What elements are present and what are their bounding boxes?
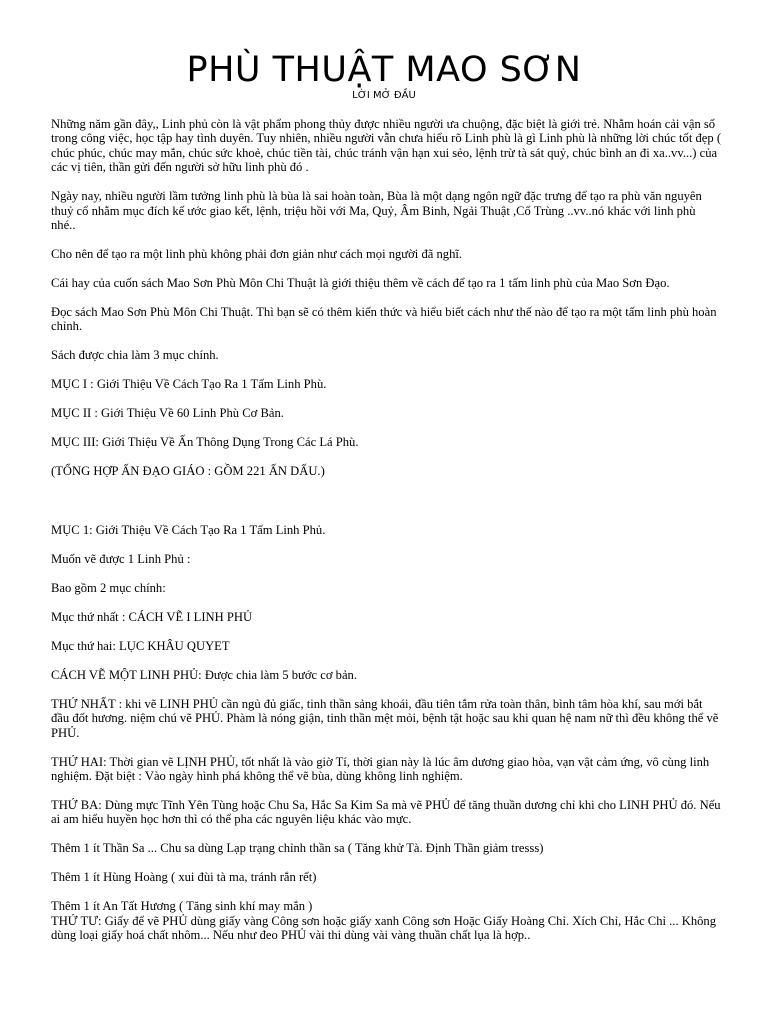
step-second: THỨ HAI: Thời gian vẽ LỊNH PHỦ, tốt nhất là vào giờ Tí, thời gian này là lúc âm dương giao hòa, vạn vật cảm ứng, vô cùng linh nghiệm. Đặt biệt : Vào ngày hình phá không thể vẽ bùa, dùng không linh nghiệm. [51, 754, 710, 784]
step-third: THỨ BA: Dùng mực Tĩnh Yên Tùng hoặc Chu Sa, Hắc Sa Kim Sa mà vẽ PHỦ để tăng thuần dương chỉ khi cho LINH PHỦ đó. Nếu ai am hiểu huyền học hơn thì có thể pha các nguyên liệu khác vào mực. [51, 798, 721, 827]
part-item-2: Mục thứ hai: LỤC KHÂU QUYET [51, 638, 230, 653]
document-title: PHÙ THUẬT MAO SƠN [186, 50, 582, 90]
section-1-heading: MỤC 1: Giới Thiệu Về Cách Tạo Ra 1 Tấm Linh Phủ. [51, 522, 326, 537]
paragraph-reading: Đọc sách Mao Sơn Phù Môn Chi Thuật. Thì bạn sẽ có thêm kiến thức và hiểu biết cách như thế nào để tạo ra một tấm linh phù hoàn chỉnh. [51, 305, 717, 334]
step-first: THỨ NHẤT : khi vẽ LINH PHỦ cần ngủ đủ giấc, tinh thần sảng khoái, đầu tiên tắm rửa toàn thân, bình tâm hòa khí, sau mới bắt đầu đốt hương. niệm chú vẽ PHỦ. Phàm là nóng giận, tinh thần mệt mỏi, bệnh tật hoặc sau khi quan hệ nam nữ thì đều không thể vẽ PHỦ. [51, 696, 719, 740]
document-subtitle: LỜI MỞ ĐẦU [352, 90, 416, 101]
paragraph-to-draw: Muốn vẽ được 1 Linh Phủ : [51, 551, 191, 566]
section-note: (TỔNG HỢP ẤN ĐẠO GIÁO : GỒM 221 ẤN DẤU.) [51, 464, 325, 479]
section-item-1: MỤC I : Giới Thiệu Về Cách Tạo Ra 1 Tấm Linh Phù. [51, 377, 327, 392]
paragraph-therefore: Cho nên để tạo ra một linh phù không phải đơn giản như cách mọi người đã nghĩ. [51, 247, 463, 262]
paragraph-five-steps: CÁCH VẼ MỘT LINH PHỦ: Được chia làm 5 bước cơ bản. [51, 667, 357, 682]
paragraph-intro: Những năm gần đây,, Linh phủ còn là vật phẩm phong thủy được nhiều người ưa chuộng, đặc biệt là giới trẻ. Nhằm hoán cải vận số trong công việc, học tập hay tình duyên. Tuy nhiên, nhiều người vẫn chưa hiểu rõ Linh phù là gì Linh phù là những lời chúc tốt đẹp ( chúc phúc, chúc may mắn, chúc sức khoẻ, chúc tiền tài, chúc tránh vận hạn xui sẻo, lệnh trừ tà sát quỷ, chúc bình an đi xa..vv...) của các vị tiên, thần gửi đến người sở hữu linh phù đó . [51, 117, 722, 175]
ingredient-an-tat-huong: Thêm 1 ít An Tất Hương ( Tăng sinh khí may mắn ) [51, 899, 313, 914]
step-fourth: THỨ TƯ: Giấy để vẽ PHỦ dùng giấy vàng Công sơn hoặc giấy xanh Công sơn Hoặc Giấy Hoàng Chỉ. Xích Chỉ, Hắc Chỉ ... Không dùng loại giấy hoá chất nhôm... Nếu như đeo PHỦ vài thi dùng vài vàng thuần chất lụa là hợp.. [51, 913, 717, 943]
part-item-1: Mục thứ nhất : CÁCH VẼ I LINH PHỦ [51, 609, 253, 624]
ingredient-than-sa: Thêm 1 ít Thần Sa ... Chu sa dùng Lạp trạng chỉnh thần sa ( Tăng khử Tà. Định Thần giảm tresss) [51, 841, 544, 856]
ingredient-hung-hoang: Thêm 1 ít Hùng Hoàng ( xui đùi tà ma, tránh rắn rết) [51, 870, 317, 885]
paragraph-sections-intro: Sách được chia làm 3 mục chính. [51, 348, 219, 363]
paragraph-nowadays: Ngày nay, nhiều người lầm tưởng linh phù là bùa là sai hoàn toàn, Bùa là một dạng ngôn ngữ đặc trưng để tạo ra phù văn nguyên thuỷ cổ nhằm mục đích kế ước giao kết, lệnh, triệu hồi với Ma, Quỷ, Âm Binh, Ngải Thuật ,Cổ Trùng ..vv..nó khác với linh phù nhé.. [51, 189, 702, 233]
paragraph-two-parts: Bao gồm 2 mục chính: [51, 580, 166, 595]
section-item-2: MỤC II : Giới Thiệu Về 60 Linh Phù Cơ Bản. [51, 406, 284, 421]
paragraph-book-merit: Cái hay của cuốn sách Mao Sơn Phù Môn Chi Thuật là giới thiệu thêm về cách để tạo ra 1 tấm linh phù của Mao Sơn Đạo. [51, 276, 670, 291]
document-body [51, 117, 723, 957]
section-item-3: MỤC III: Giới Thiệu Về Ấn Thông Dụng Trong Các Lá Phù. [51, 435, 359, 450]
